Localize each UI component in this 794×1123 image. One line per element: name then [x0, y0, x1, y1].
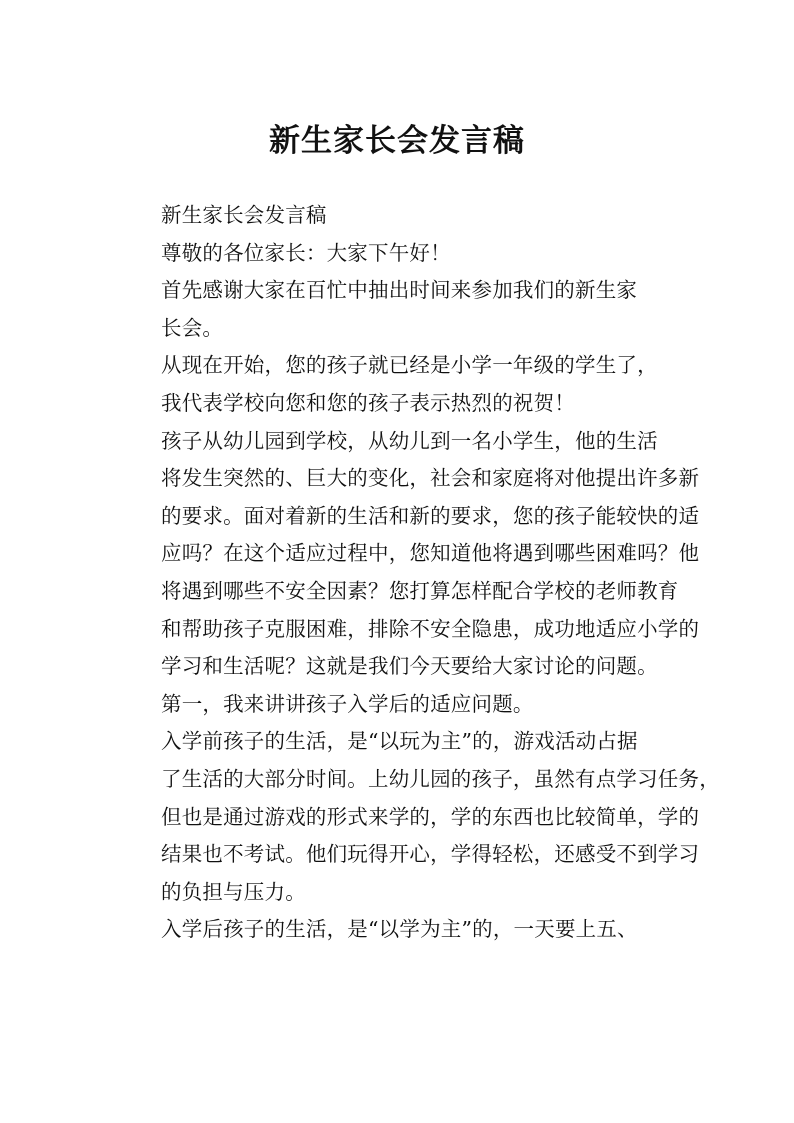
text-line: 将遇到哪些不安全因素？您打算怎样配合学校的老师教育	[161, 578, 679, 603]
text-line: 和帮助孩子克服困难，排除不安全隐患，成功地适应小学的	[161, 616, 700, 641]
text-line: 从现在开始，您的孩子就已经是小学一年级的学生了，	[161, 353, 658, 378]
text-line: 首先感谢大家在百忙中抽出时间来参加我们的新生家	[161, 278, 638, 303]
document-body	[120, 197, 720, 949]
text-line: 第一，我来讲讲孩子入学后的适应问题。	[161, 691, 534, 716]
paragraph-greeting	[120, 235, 676, 273]
text-line: 我代表学校向您和您的孩子表示热烈的祝贺！	[161, 390, 575, 415]
text-line: 的负担与压力。	[161, 879, 306, 904]
paragraph-heading	[120, 197, 676, 235]
paragraph-before-school	[120, 723, 720, 911]
text-line: 学习和生活呢？这就是我们今天要给大家讨论的问题。	[161, 654, 658, 679]
paragraph-after-school	[120, 911, 676, 949]
text-line: 但也是通过游戏的形式来学的，学的东西也比较简单，学的	[161, 804, 700, 829]
text-line: 新生家长会发言稿	[161, 203, 327, 227]
text-line: 将发生突然的、巨大的变化，社会和家庭将对他提出许多新	[161, 466, 700, 491]
text-line: 尊敬的各位家长：大家下午好！	[161, 240, 451, 265]
paragraph-thanks	[120, 272, 676, 347]
document-title: 新生家长会发言稿	[269, 122, 525, 159]
text-line: 的要求。面对着新的生活和新的要求，您的孩子能较快的适	[161, 503, 700, 528]
text-line: 长会。	[161, 315, 224, 340]
paragraph-first-point	[120, 686, 676, 724]
text-line: 孩子从幼儿园到学校，从幼儿到一名小学生，他的生活	[161, 428, 658, 453]
text-line: 结果也不考试。他们玩得开心，学得轻松，还感受不到学习	[161, 842, 700, 867]
paragraph-congratulations	[120, 347, 676, 422]
paragraph-changes	[120, 423, 700, 686]
text-line: 了生活的大部分时间。上幼儿园的孩子，虽然有点学习任务，	[161, 766, 720, 791]
text-line: 应吗？在这个适应过程中，您知道他将遇到哪些困难吗？他	[161, 541, 700, 566]
text-line: 入学后孩子的生活，是“以学为主”的，一天要上五、	[161, 917, 638, 942]
text-line: 入学前孩子的生活，是“以玩为主”的，游戏活动占据	[161, 729, 638, 754]
